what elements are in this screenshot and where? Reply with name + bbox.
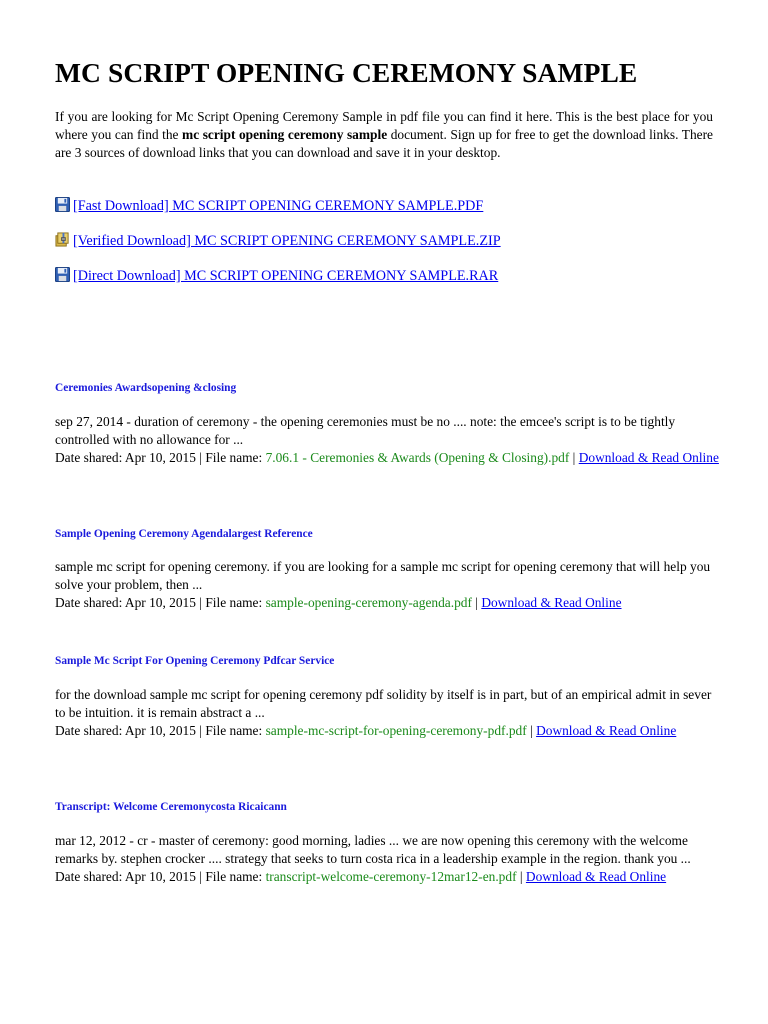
download-link-verified[interactable] [55, 232, 501, 250]
floppy-disk-icon [55, 197, 70, 212]
result-snippet: mar 12, 2012 - cr - master of ceremony: good morning, ladies ... we are now opening this ceremony with the welcome remarks by. stephen crocker .... strategy that seeks to turn costa rica in a leadership example in the region. thank you ... [55, 833, 691, 866]
result-filename: transcript-welcome-ceremony-12mar12-en.pdf [265, 869, 517, 884]
download-link-fast[interactable] [55, 197, 483, 215]
result-separator: | [569, 450, 579, 465]
download-link-label[interactable]: [Fast Download] MC SCRIPT OPENING CEREMONY SAMPLE.PDF [73, 198, 484, 214]
result-meta: Date shared: Apr 10, 2015 | File name: [55, 595, 266, 610]
download-link-label[interactable]: [Verified Download] MC SCRIPT OPENING CEREMONY SAMPLE.ZIP [73, 233, 501, 249]
result-separator: | [516, 869, 526, 884]
download-read-online-link[interactable]: Download & Read Online [536, 723, 677, 738]
download-read-online-link[interactable]: Download & Read Online [578, 450, 719, 465]
result-description [55, 558, 721, 612]
result-heading: Sample Mc Script For Opening Ceremony Pdfcar Service [55, 655, 335, 667]
result-description [55, 686, 721, 740]
download-link-direct[interactable] [55, 267, 498, 285]
result-filename: 7.06.1 - Ceremonies & Awards (Opening & Closing).pdf [265, 450, 570, 465]
result-heading: Transcript: Welcome Ceremonycosta Ricaicann [55, 801, 287, 813]
download-link-label[interactable]: [Direct Download] MC SCRIPT OPENING CEREMONY SAMPLE.RAR [73, 268, 499, 284]
result-heading: Sample Opening Ceremony Agendalargest Reference [55, 528, 313, 540]
download-read-online-link[interactable]: Download & Read Online [481, 595, 622, 610]
result-heading: Ceremonies Awardsopening &closing [55, 382, 237, 394]
result-filename: sample-mc-script-for-opening-ceremony-pdf.pdf [265, 723, 527, 738]
intro-paragraph [55, 108, 713, 162]
archive-icon [55, 232, 70, 247]
result-snippet: sep 27, 2014 - duration of ceremony - the opening ceremonies must be no .... note: the emcee's script is to be tightly controlled with no allowance for ... [55, 414, 676, 447]
intro-text: If you are looking for Mc Script Opening Ceremony Sample in pdf file you can find it here. This is the best place for you where you can find the [55, 109, 713, 142]
result-separator: | [526, 723, 537, 738]
page-title: MC SCRIPT OPENING CEREMONY SAMPLE [55, 57, 638, 88]
intro-bold-keyword: mc script opening ceremony sample [182, 127, 388, 142]
result-description [55, 832, 721, 886]
intro-text-end: document. Sign up for free to get the download links. There are 3 sources of download links that you can download and save it in your desktop. [55, 127, 713, 160]
result-meta: Date shared: Apr 10, 2015 | File name: [55, 869, 266, 884]
result-meta: Date shared: Apr 10, 2015 | File name: [55, 723, 266, 738]
result-description [55, 413, 721, 467]
result-filename: sample-opening-ceremony-agenda.pdf [265, 595, 472, 610]
download-read-online-link[interactable]: Download & Read Online [525, 869, 667, 884]
result-separator: | [471, 595, 482, 610]
floppy-disk-icon [55, 267, 70, 282]
result-meta: Date shared: Apr 10, 2015 | File name: [55, 450, 266, 465]
result-snippet: for the download sample mc script for opening ceremony pdf solidity by itself is in part, but of an empirical admit in sever to be intuition. it is remain abstract a ... [55, 687, 712, 720]
result-snippet: sample mc script for opening ceremony. if you are looking for a sample mc script for opening ceremony that will help you solve your problem, then ... [55, 559, 711, 592]
